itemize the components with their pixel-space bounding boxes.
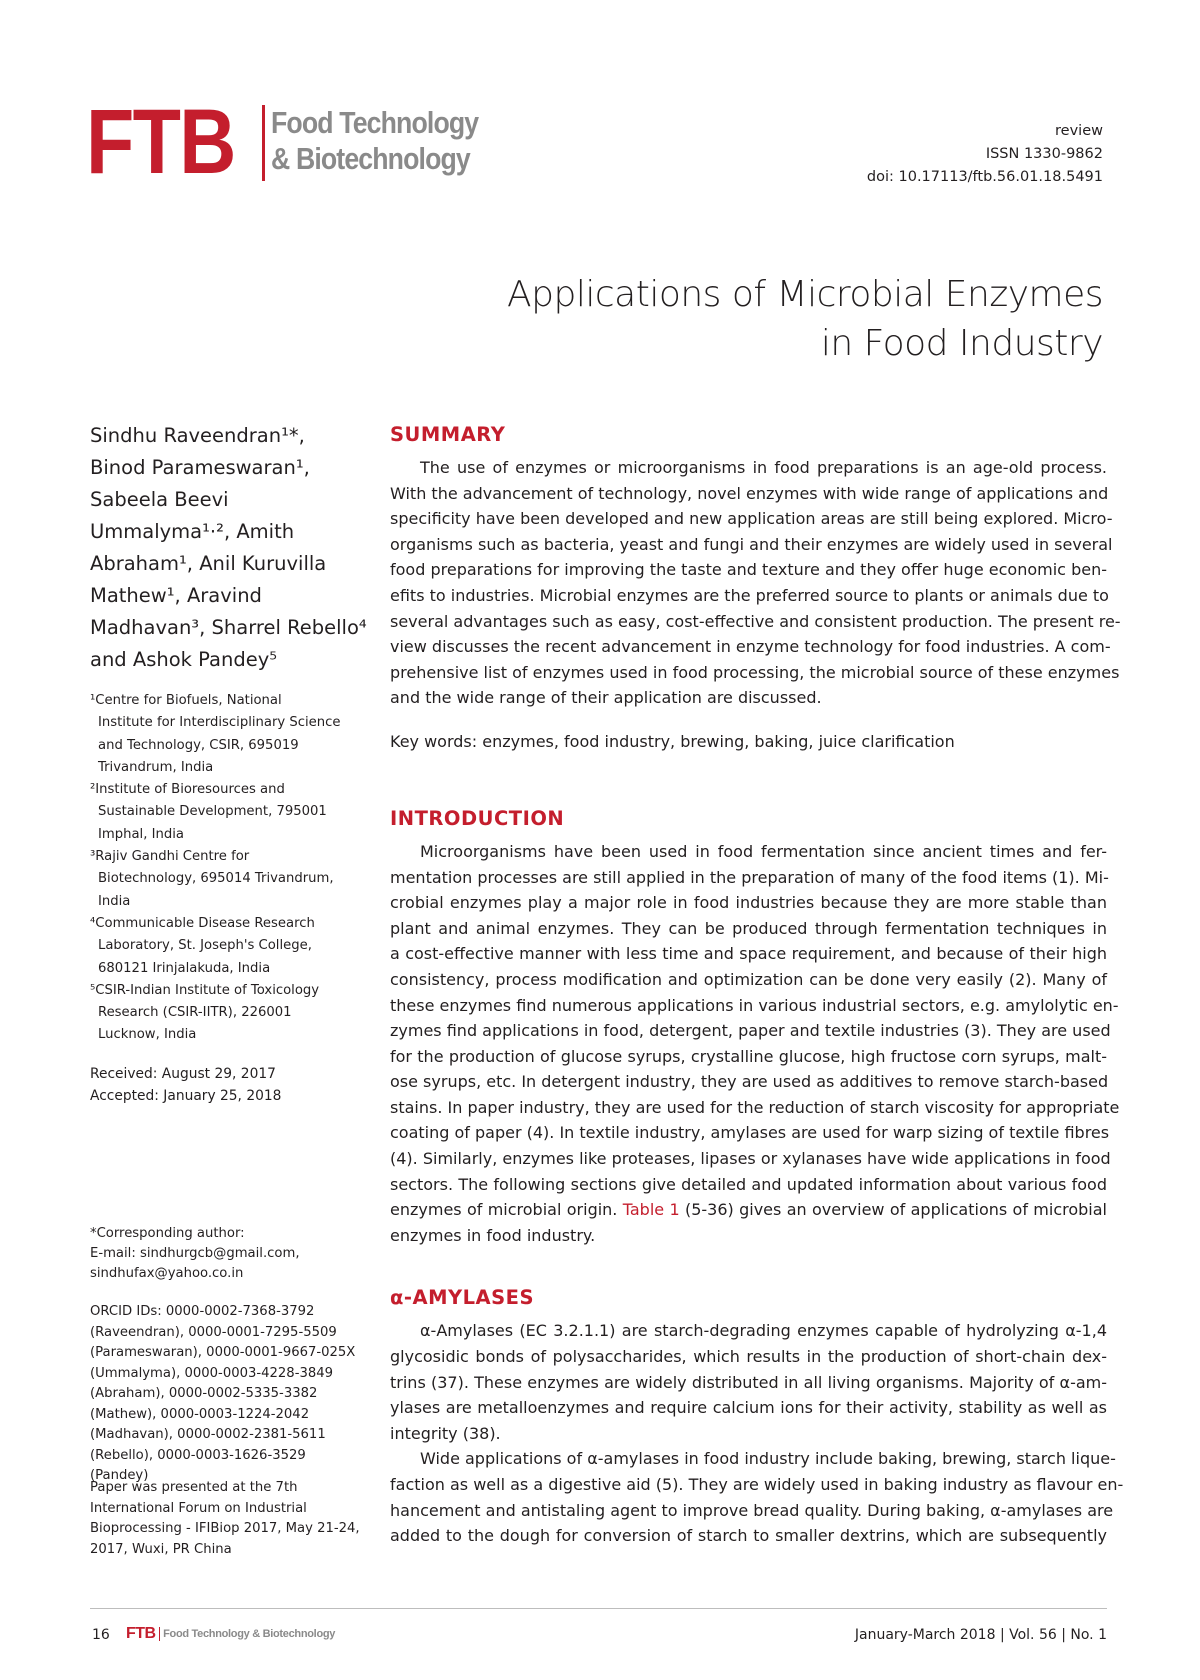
text-line: a cost-effective manner with less time and space requirement, and because of their high: [390, 944, 1107, 964]
orcid-line: (Madhavan), 0000-0002-2381-5611: [90, 1427, 326, 1442]
affiliation-line: Research (CSIR-IITR), 226001: [98, 1005, 292, 1021]
orcid-line: ORCID IDs: 0000-0002-7368-3792: [90, 1304, 315, 1319]
text-line: coating of paper (4). In textile industry, amylases are used for warp sizing of textile fibres: [390, 1123, 1110, 1143]
corresponding-author: [90, 1224, 390, 1284]
issn: ISSN 1330-9862: [985, 146, 1103, 162]
amylases-paragraph: [390, 1318, 1124, 1548]
orcid-line: (Mathew), 0000-0003-1224-2042: [90, 1406, 310, 1422]
logo-journal-name: [271, 105, 478, 177]
text-line: α-Amylases (EC 3.2.1.1) are starch-degrading enzymes capable of hydrolyzing α-1,4: [420, 1321, 1107, 1341]
affiliation-line: 680121 Irinjalakuda, India: [98, 960, 271, 976]
author-line: Abraham¹, Anil Kuruvilla: [90, 552, 327, 575]
title-line1: Applications of Microbial Enzymes: [507, 274, 1103, 315]
text-line: for the production of glucose syrups, crystalline glucose, high fructose corn syrups, malt-: [390, 1046, 1107, 1066]
presentation-line: 2017, Wuxi, PR China: [90, 1541, 232, 1557]
orcid-line: (Ummalyma), 0000-0003-4228-3849: [90, 1365, 334, 1381]
article-type: review: [1055, 123, 1103, 139]
affiliation-line: ⁴Communicable Disease Research: [90, 915, 315, 931]
article-dates: [90, 1063, 375, 1108]
affiliation-line: Institute for Interdisciplinary Science: [98, 715, 341, 731]
text-segment: (5-36) gives an overview of applications of microbial: [679, 1200, 1108, 1220]
introduction-paragraph: [390, 839, 1120, 1249]
text-line: and the wide range of their application are discussed.: [390, 688, 822, 708]
text-line: glycosidic bonds of polysaccharides, which results in the production of short-chain dex-: [390, 1347, 1107, 1367]
text-line: The use of enzymes or microorganisms in food preparations is an age-old process.: [420, 458, 1107, 477]
text-line: enzymes in food industry.: [390, 1225, 596, 1245]
orcid-line: (Raveendran), 0000-0001-7295-5509: [90, 1324, 337, 1340]
title-line2: in Food Industry: [820, 323, 1103, 364]
text-line: sectors. The following sections give detailed and updated information about various food: [390, 1174, 1107, 1194]
footer-divider: [90, 1608, 1107, 1609]
text-line: efits to industries. Microbial enzymes are the preferred source to plants or animals due to: [390, 585, 1109, 605]
orcid-line: (Abraham), 0000-0002-5335-3382: [90, 1386, 318, 1401]
affiliation-item: [90, 846, 375, 913]
text-line: stains. In paper industry, they are used for the reduction of starch viscosity for appropriate: [390, 1097, 1120, 1117]
article-meta: [867, 120, 1103, 189]
keywords-label: Key words:: [390, 731, 478, 751]
affiliation-item: [90, 690, 375, 779]
text-line: these enzymes find numerous applications in various industrial sectors, e.g. amylolytic en-: [390, 995, 1119, 1015]
text-line: trins (37). These enzymes are widely distributed in all living organisms. Majority of α-am-: [390, 1372, 1107, 1392]
affiliation-line: ³Rajiv Gandhi Centre for: [90, 849, 250, 865]
affiliation-line: ⁵CSIR-Indian Institute of Toxicology: [90, 982, 320, 998]
presentation-note: [90, 1478, 390, 1560]
affiliation-line: India: [98, 893, 131, 909]
introduction-heading: INTRODUCTION: [390, 806, 565, 830]
corresponding-email[interactable]: E-mail: sindhurgcb@gmail.com,: [90, 1246, 300, 1261]
table-1-link[interactable]: Table 1: [622, 1200, 680, 1220]
footer-logo-name: Food Technology & Biotechnology: [163, 1628, 336, 1640]
text-line: organisms such as bacteria, yeast and fungi and their enzymes are widely used in several: [390, 534, 1113, 554]
summary-heading: SUMMARY: [390, 423, 506, 446]
affiliation-list: [90, 690, 375, 1047]
logo-name-line1: Food Technology: [271, 105, 479, 140]
amylases-heading: α-AMYLASES: [390, 1286, 535, 1310]
page-number: 16: [92, 1627, 110, 1643]
text-line: prehensive list of enzymes used in food processing, the microbial source of these enzymes: [390, 662, 1120, 682]
orcid-line: (Rebello), 0000-0003-1626-3529: [90, 1447, 306, 1463]
affiliation-line: Biotechnology, 695014 Trivandrum,: [98, 871, 334, 887]
author-line: Mathew¹, Aravind: [90, 584, 262, 607]
doi-link[interactable]: doi: 10.17113/ftb.56.01.18.5491: [866, 169, 1103, 185]
issue-info: January-March 2018 | Vol. 56 | No. 1: [854, 1627, 1107, 1643]
author-line: Ummalyma¹·², Amith: [90, 520, 295, 543]
main-column: [390, 423, 1124, 1549]
text-segment: enzymes of microbial origin.: [390, 1200, 623, 1220]
affiliation-line: Laboratory, St. Joseph's College,: [98, 938, 312, 954]
text-line: Wide applications of α-amylases in food industry include baking, brewing, starch lique-: [420, 1449, 1116, 1469]
keywords-value: enzymes, food industry, brewing, baking, juice clarification: [482, 731, 955, 751]
text-line: ose syrups, etc. In detergent industry, they are used as additives to remove starch-based: [390, 1072, 1109, 1092]
footer-logo-divider: [159, 1627, 161, 1641]
logo-divider: [262, 105, 265, 181]
presentation-line: International Forum on Industrial: [90, 1500, 307, 1516]
affiliation-line: Imphal, India: [98, 826, 184, 842]
logo-mark: FTB: [86, 91, 235, 193]
text-line: [390, 1197, 1107, 1223]
orcid-line: (Parameswaran), 0000-0001-9667-025X: [90, 1345, 356, 1360]
text-line: (4). Similarly, enzymes like proteases, lipases or xylanases have wide applications in food: [390, 1149, 1111, 1169]
text-line: Microorganisms have been used in food fermentation since ancient times and fer-: [420, 841, 1107, 861]
article-title: [507, 270, 1103, 368]
text-line: plant and animal enzymes. They can be produced through fermentation techniques in: [390, 918, 1107, 938]
text-line: zymes find applications in food, detergent, paper and textile industries (3). They are used: [390, 1021, 1111, 1041]
author-line: Sindhu Raveendran¹*,: [90, 424, 305, 447]
text-line: faction as well as a digestive aid (5). They are widely used in baking industry as flavour en-: [390, 1475, 1124, 1494]
text-line: ylases are metalloenzymes and require calcium ions for their activity, stability as well as: [390, 1398, 1107, 1418]
affiliation-line: Lucknow, India: [98, 1027, 197, 1043]
accepted-date: Accepted: January 25, 2018: [90, 1088, 282, 1105]
keywords: [390, 729, 1107, 755]
text-line: mentation processes are still applied in the preparation of many of the food items (1). Mi-: [390, 867, 1109, 887]
affiliation-line: Trivandrum, India: [98, 759, 214, 775]
affiliation-line: ¹Centre for Biofuels, National: [90, 693, 282, 708]
affiliation-item: [90, 980, 375, 1047]
corresponding-label: *Corresponding author:: [90, 1226, 245, 1241]
text-line: integrity (38).: [390, 1423, 501, 1443]
text-line: view discusses the recent advancement in enzyme technology for food industries. A com-: [390, 637, 1111, 657]
text-line: crobial enzymes play a major role in food industries because they are more stable than: [390, 893, 1107, 913]
affiliation-item: [90, 779, 375, 846]
author-line: Binod Parameswaran¹,: [90, 456, 310, 479]
corresponding-email-2[interactable]: sindhufax@yahoo.co.in: [90, 1266, 244, 1281]
text-line: consistency, process modification and optimization can be done very easily (2). Many of: [390, 969, 1107, 989]
presentation-line: Paper was presented at the 7th: [90, 1480, 298, 1495]
text-line: With the advancement of technology, novel enzymes with wide range of applications and: [390, 483, 1109, 503]
left-column: [90, 420, 375, 1108]
author-line: and Ashok Pandey⁵: [90, 648, 278, 671]
text-line: food preparations for improving the taste and texture and they offer huge economic ben-: [390, 560, 1107, 580]
affiliation-line: ²Institute of Bioresources and: [90, 782, 285, 798]
text-line: added to the dough for conversion of starch to smaller dextrins, which are subsequently: [390, 1526, 1107, 1546]
text-line: hancement and antistaling agent to improve bread quality. During baking, α-amylases are: [390, 1500, 1114, 1520]
summary-paragraph: [390, 455, 1121, 711]
presentation-line: Bioprocessing - IFIBiop 2017, May 21-24,: [90, 1521, 360, 1536]
journal-logo: [86, 91, 512, 193]
text-line: several advantages such as easy, cost-effective and consistent production. The present re-: [390, 611, 1121, 631]
affiliation-line: and Technology, CSIR, 695019: [98, 737, 299, 753]
author-line: Madhavan³, Sharrel Rebello⁴: [90, 616, 367, 639]
footer-logo: [126, 1626, 335, 1642]
text-line: specificity have been developed and new application areas are still being explored. Micro-: [390, 509, 1113, 529]
affiliation-item: [90, 913, 375, 980]
received-date: Received: August 29, 2017: [90, 1065, 276, 1082]
author-list: [90, 420, 375, 676]
footer-logo-mark: FTB: [126, 1625, 156, 1642]
affiliation-line: Sustainable Development, 795001: [98, 804, 327, 820]
author-line: Sabeela Beevi: [90, 488, 229, 511]
orcid-ids: [90, 1302, 390, 1487]
orcid-line: (Pandey): [90, 1468, 149, 1483]
logo-name-line2: & Biotechnology: [271, 141, 470, 176]
